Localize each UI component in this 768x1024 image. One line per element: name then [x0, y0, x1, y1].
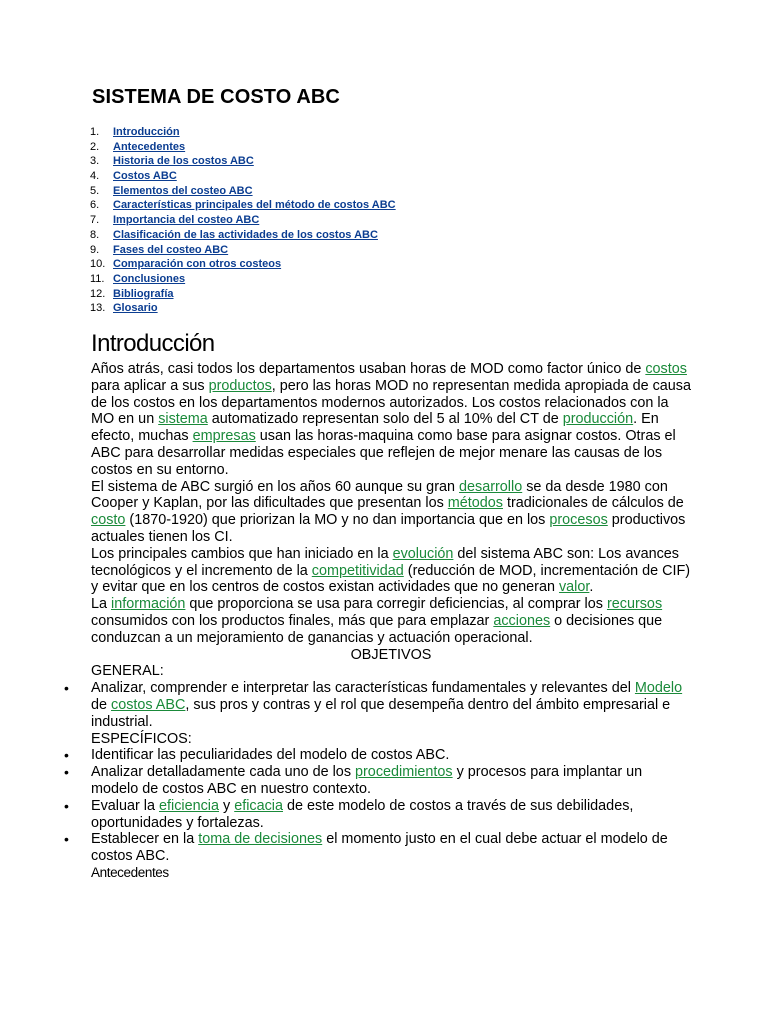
toc-item [90, 213, 396, 228]
bullet-icon: • [64, 797, 69, 814]
text-run: El sistema de ABC surgió en los años 60 aunque su gran [91, 478, 459, 495]
text-run: . En efecto, muchas [91, 411, 659, 445]
toc-link-costos-abc[interactable]: Costos ABC [113, 170, 177, 183]
toc-link-historia[interactable]: Historia de los costos ABC [113, 155, 254, 168]
text-run: Evaluar la [91, 797, 159, 814]
link-informacion[interactable]: información [111, 596, 186, 613]
toc-number: 3. [90, 155, 100, 168]
text-run: (1870-1920) que priorizan la MO y no dan importancia que en los [125, 512, 550, 529]
toc-number: 12. [90, 287, 106, 300]
link-produccion[interactable]: producción [562, 411, 634, 428]
toc-item [90, 228, 396, 243]
toc-link-bibliografia[interactable]: Bibliografía [113, 287, 174, 300]
text-run: Años atrás, casi todos los departamentos usaban horas de MOD como factor único de [91, 361, 646, 377]
bullet-item [64, 747, 691, 764]
text-run: Analizar, comprender e interpretar las características fundamentales y relevantes del [91, 680, 635, 697]
link-metodos[interactable]: métodos [447, 495, 503, 512]
toc-item [90, 140, 396, 155]
link-valor[interactable]: valor [558, 579, 590, 596]
body-text [64, 361, 691, 882]
link-procesos[interactable]: procesos [549, 512, 608, 529]
text-run: La [91, 596, 112, 613]
toc-item [90, 154, 396, 169]
text-run: que proporciona se usa para corregir deficiencias, al comprar los [185, 596, 607, 613]
antecedentes-heading: Antecedentes [91, 864, 169, 880]
text-run: se da desde 1980 con Cooper y Kaplan, por las dificultades que presentan los [91, 478, 668, 512]
toc-item [90, 287, 396, 302]
paragraph [91, 596, 691, 646]
link-costo[interactable]: costo [91, 512, 126, 529]
text-run: productivos actuales tienen los CI. [91, 512, 686, 545]
text-run: automatizado representan solo del 5 al 10% del CT de [207, 411, 563, 428]
toc-number: 9. [90, 243, 100, 256]
text-run: tradicionales de cálculos de [503, 495, 684, 512]
link-modelo[interactable]: Modelo [634, 680, 683, 697]
text-run: y [219, 797, 235, 814]
link-costos[interactable]: costos [645, 361, 687, 377]
link-evolucion[interactable]: evolución [392, 545, 454, 562]
text-run: consumidos con los productos finales, más que para emplazar [91, 612, 494, 629]
toc-link-antecedentes[interactable]: Antecedentes [113, 140, 186, 153]
text-run: usan las horas-maquina como base para asignar costos. Otras el ABC para desarrollar medidas especiales que reflejen de mejor menare las causas de los costos en su entorno. [91, 428, 676, 478]
toc-link-conclusiones[interactable]: Conclusiones [113, 272, 186, 285]
toc-link-elementos[interactable]: Elementos del costeo ABC [113, 184, 253, 197]
bullet-item [64, 797, 691, 832]
section-heading-introduccion: Introducción [91, 330, 215, 357]
toc-number: 8. [90, 228, 100, 241]
link-costos-abc[interactable]: costos ABC [111, 696, 186, 713]
document-title: SISTEMA DE COSTO ABC [92, 86, 340, 108]
bullet-icon: • [64, 680, 69, 697]
link-sistema[interactable]: sistema [158, 411, 208, 428]
toc-number: 10. [90, 258, 106, 271]
text-run: del sistema ABC son: Los avances tecnológicos y el incremento de la [91, 545, 679, 579]
toc-number: 7. [90, 214, 100, 227]
text-run: el momento justo en el cual debe actuar el modelo de costos ABC. [91, 831, 668, 865]
link-procedimientos[interactable]: procedimientos [355, 764, 453, 781]
toc-item [90, 243, 396, 258]
bullet-icon: • [64, 764, 69, 781]
toc-link-importancia[interactable]: Importancia del costeo ABC [113, 214, 260, 227]
text-run: . [589, 579, 594, 596]
toc-link-glosario[interactable]: Glosario [113, 302, 158, 315]
general-label: GENERAL: [91, 663, 164, 680]
especificos-label: ESPECÍFICOS: [91, 730, 192, 747]
objetivos-heading: OBJETIVOS [350, 646, 432, 663]
toc-link-comparacion[interactable]: Comparación con otros costeos [113, 258, 282, 271]
toc-item [90, 301, 396, 316]
text-run: y procesos para implantar un modelo de costos ABC en nuestro contexto. [91, 764, 643, 797]
text-run: o decisiones que conduzcan a un mejoramiento de ganancias y actuación operacional. [91, 612, 663, 646]
bullet-item [64, 764, 691, 798]
toc-item [90, 257, 396, 272]
toc-link-fases[interactable]: Fases del costeo ABC [113, 243, 229, 256]
toc-number: 5. [90, 184, 100, 197]
toc-number: 6. [90, 199, 100, 212]
toc-item [90, 184, 396, 199]
toc-number: 11. [90, 272, 105, 285]
table-of-contents [90, 125, 396, 316]
link-acciones[interactable]: acciones [493, 612, 551, 629]
text-run: , sus pros y contras y el rol que desempeña dentro del ámbito empresarial e industrial. [91, 696, 671, 730]
toc-item [90, 198, 396, 213]
link-competitividad[interactable]: competitividad [311, 562, 404, 579]
toc-item [90, 169, 396, 184]
link-desarrollo[interactable]: desarrollo [459, 478, 523, 495]
text-run: , pero las horas MOD no representan medida apropiada de causa de los costos en los departamentos modernos autorizados. Los costos relacionados con la MO en un [91, 377, 691, 428]
text-run: Identificar las peculiaridades del modelo de costos ABC. [91, 747, 450, 764]
text-run: Analizar detalladamente cada uno de los [91, 764, 356, 781]
text-run: de este modelo de costos a través de sus debilidades, oportunidades y fortalezas. [91, 797, 634, 831]
toc-item [90, 125, 396, 140]
toc-number: 2. [90, 140, 100, 153]
toc-number: 1. [90, 126, 100, 138]
paragraph [91, 479, 691, 546]
paragraph [91, 361, 691, 479]
bullet-icon: • [64, 831, 69, 848]
link-productos[interactable]: productos [208, 377, 272, 394]
text-run: (reducción de MOD, incrementación de CIF) y evitar que en los centros de costos existan actividades que no generan [91, 562, 691, 596]
link-eficacia[interactable]: eficacia [234, 797, 283, 814]
link-empresas[interactable]: empresas [192, 428, 256, 445]
text-run: Establecer en la [91, 831, 199, 848]
toc-item [90, 272, 396, 287]
toc-number: 4. [90, 170, 100, 183]
toc-number: 13. [90, 302, 106, 315]
text-run: para aplicar a sus [91, 377, 209, 394]
link-eficiencia[interactable]: eficiencia [159, 797, 219, 814]
bullet-item [64, 680, 691, 730]
bullet-icon: • [64, 747, 69, 764]
link-recursos[interactable]: recursos [606, 596, 663, 613]
bullet-item [64, 831, 691, 865]
link-toma-de-decisiones[interactable]: toma de decisiones [198, 831, 323, 848]
toc-link-caracteristicas[interactable]: Características principales del método de costos ABC [113, 199, 396, 212]
text-run: Los principales cambios que han iniciado en la [91, 545, 393, 562]
toc-link-clasificacion[interactable]: Clasificación de las actividades de los costos ABC [113, 228, 378, 241]
paragraph [91, 546, 691, 596]
toc-link-introduccion[interactable]: Introducción [113, 126, 180, 138]
text-run: de [91, 696, 112, 713]
